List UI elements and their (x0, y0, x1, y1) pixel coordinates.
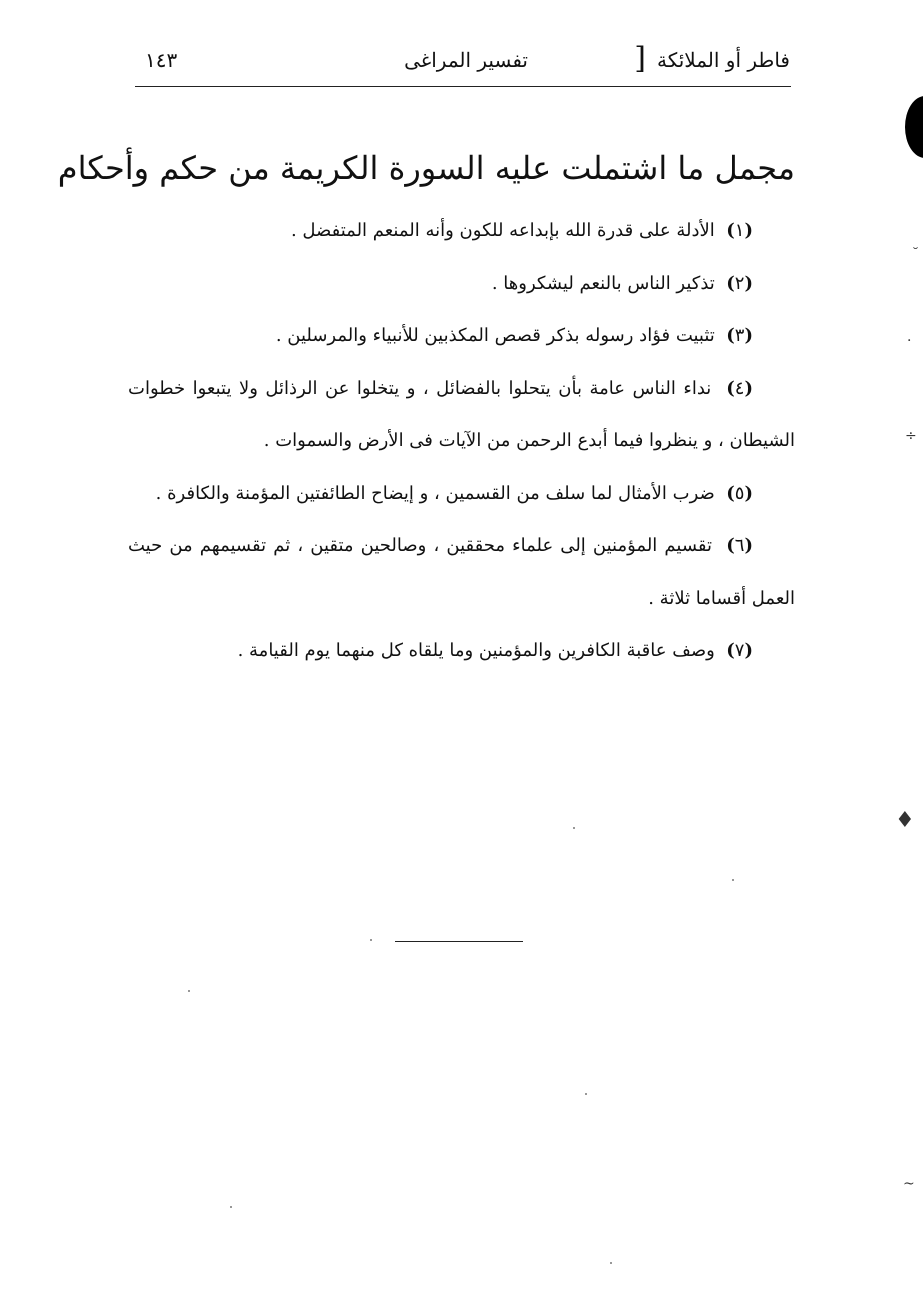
header-book-title: تفسير المراغى (404, 48, 528, 72)
list-item (128, 468, 795, 521)
item-number-close-paren: ) (726, 272, 735, 294)
scan-speck (610, 1262, 612, 1264)
item-text: نداء الناس عامة بأن يتحلوا بالفضائل ، و يتخلوا عن الرذائل ولا يتبعوا خطوات الشيطان ، و ينظروا فيما أبدع الرحمن من الآيات فى الأرض والسموات . (128, 377, 795, 451)
item-text: تقسيم المؤمنين إلى علماء محققين ، وصالحين متقين ، ثم تقسيمهم من حيث العمل أقساما ثلاثة . (128, 535, 795, 609)
item-number: ٦ (734, 535, 745, 556)
item-number-close-paren: ) (726, 535, 735, 556)
header-surah-name: فاطر أو الملائكة (656, 48, 790, 72)
item-number-close-paren: ) (726, 377, 735, 399)
page-number: ١٤٣ (145, 48, 178, 72)
item-number-close-paren: ) (726, 325, 735, 346)
item-number: ٣ (734, 325, 745, 346)
list-item (128, 205, 795, 258)
scan-speck (230, 1206, 232, 1208)
item-number-close-paren: ) (726, 482, 735, 504)
summary-list (128, 205, 795, 678)
header-bracket: [ (634, 41, 646, 76)
item-number-close-paren: ) (726, 640, 735, 661)
scan-edge-mark: ~ (903, 1176, 915, 1192)
section-title: مجمل ما اشتملت عليه السورة الكريمة من حكم وأحكام (57, 149, 795, 187)
item-number: ٥ (734, 482, 745, 504)
list-item (128, 520, 795, 625)
list-item (128, 625, 795, 678)
scan-edge-mark: · (907, 333, 912, 349)
item-number-open-paren: ( (744, 377, 753, 399)
item-number-open-paren: ( (744, 535, 753, 556)
item-text: تثبيت فؤاد رسوله بذكر قصص المكذبين للأنبياء والمرسلين . (275, 325, 715, 346)
item-text: وصف عاقبة الكافرين والمؤمنين وما يلقاه كل منهما يوم القيامة . (237, 640, 715, 661)
item-number-open-paren: ( (744, 640, 753, 661)
scan-speck (732, 879, 734, 881)
scan-speck (585, 1093, 587, 1095)
scan-edge-mark: ÷ (905, 428, 917, 444)
item-number: ٢ (734, 272, 745, 294)
list-item (128, 258, 795, 311)
list-item (128, 363, 795, 468)
list-item (128, 310, 795, 363)
item-text: ضرب الأمثال لما سلف من القسمين ، و إيضاح الطائفتين المؤمنة والكافرة . (155, 482, 715, 504)
running-header (135, 42, 790, 84)
header-rule (135, 86, 791, 87)
item-text: الأدلة على قدرة الله بإبداعه للكون وأنه المنعم المتفضل . (290, 220, 715, 241)
item-text: تذكير الناس بالنعم ليشكروها . (491, 272, 715, 294)
item-number: ٧ (734, 640, 745, 661)
closing-rule (395, 941, 523, 942)
scan-edge-blot (905, 96, 923, 158)
scan-speck (573, 827, 575, 829)
scan-edge-mark: ˘ (912, 246, 919, 262)
scan-speck (188, 990, 190, 992)
item-number: ٤ (734, 377, 745, 399)
item-number-open-paren: ( (744, 220, 753, 241)
scan-edge-mark: ♦ (895, 808, 915, 833)
item-number-open-paren: ( (744, 272, 753, 294)
item-number-close-paren: ) (726, 220, 735, 241)
item-number: ١ (734, 220, 745, 241)
item-number-open-paren: ( (744, 325, 753, 346)
item-number-open-paren: ( (744, 482, 753, 504)
scan-speck (370, 939, 372, 941)
